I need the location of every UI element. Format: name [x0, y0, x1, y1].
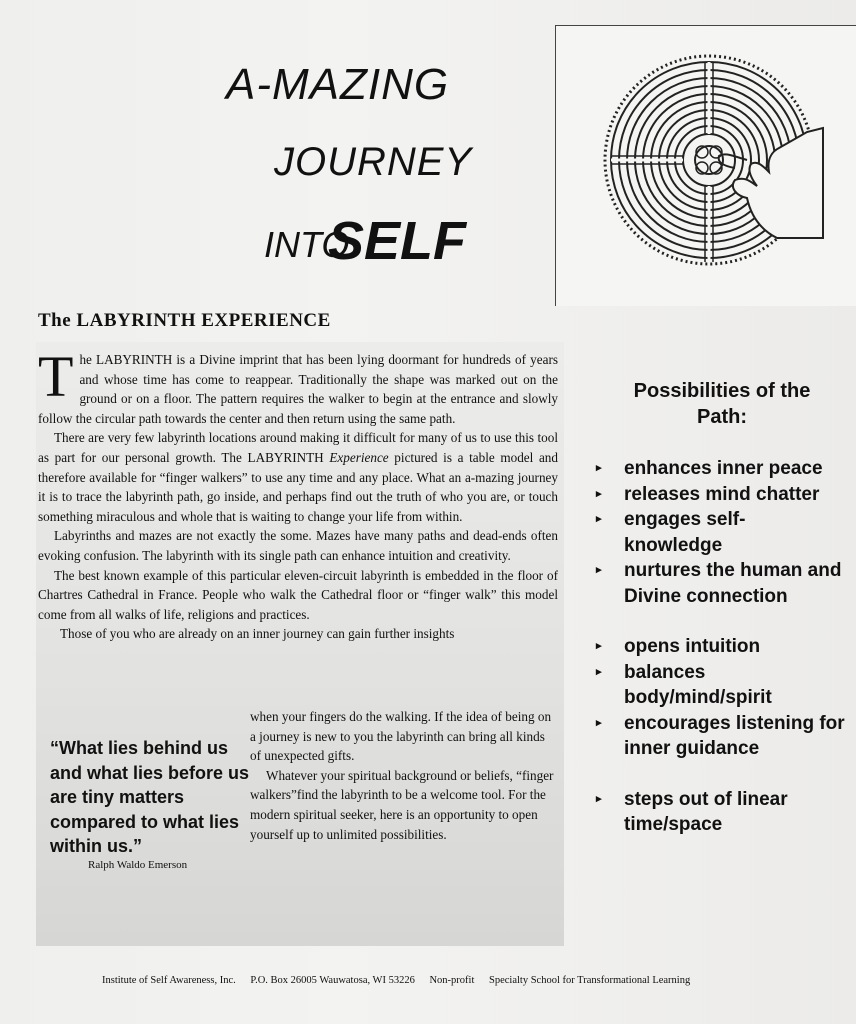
- bullet-icon: ▸: [596, 792, 602, 805]
- possibilities-title: Possibilities of the Path:: [633, 380, 811, 428]
- list-item: ▸ engages self-knowledge: [596, 509, 746, 556]
- title-line-1: A-MAZING: [226, 60, 450, 109]
- list-item: ▸ enhances inner peace: [596, 456, 856, 482]
- quote-author: Ralph Waldo Emerson: [88, 859, 188, 871]
- column-paragraph-2: Whatever your spiritual background or beliefs, “finger walkers”find the labyrinth to be a welcome tool. For the modern spiritual seeker, here is an opportunity to open yourself up to unlimited possibilities.: [250, 767, 554, 842]
- list-item: ▸ opens intuition: [596, 634, 856, 660]
- footer-tagline: Specialty School for Transformational Learning: [489, 975, 691, 986]
- footer-address: P.O. Box 26005 Wauwatosa, WI 53226: [250, 975, 415, 986]
- list-item: ▸ releases mind chatter: [596, 482, 856, 508]
- title-line-3-big: SELF: [328, 211, 467, 271]
- bullet-icon: ▸: [596, 564, 602, 576]
- paragraph-1: The LABYRINTH is a Divine imprint that has been lying doormant for hundreds of years and whose time has come to reappear. Traditionally the shape was marked out on the ground or on a floor. The pattern requires the walker to begin at the entrance and slowly follow the circular path towards the center and then return using the same path.: [38, 344, 558, 426]
- title-line-3-small: INTO: [264, 224, 350, 265]
- possibilities-list: [596, 456, 856, 838]
- title-line-2: JOURNEY: [274, 140, 473, 184]
- bullet-icon: ▸: [596, 462, 602, 474]
- list-item: ▸ balances body/mind/spirit: [596, 661, 772, 708]
- article-body: [38, 344, 558, 644]
- paragraph-3: Labyrinths and mazes are not exactly the some. Mazes have many paths and dead-ends often evoking confusion. The labyrinth with its single path can enhance intuition and creativity.: [38, 528, 558, 563]
- paragraph-5: Those of you who are already on an inner journey can gain further insights: [60, 626, 455, 642]
- bullet-icon: ▸: [596, 487, 602, 500]
- paragraph-2: There are very few labyrinth locations around making it difficult for many of us to use this tool as part for our personal growth. The LABYRINTH Experience pictured is a table model and therefore available for “finger walkers” to use any time and any place. What an a-mazing journey it is to trace the labyrinth path, go inside, and perhaps find out the truth of who you are, or touch something miraculous and whole that is waiting to change your life from within.: [38, 430, 558, 524]
- footer-org: Institute of Self Awareness, Inc.: [102, 975, 236, 986]
- article-column-2: [250, 707, 556, 844]
- list-item: ▸ steps out of linear time/space: [596, 788, 788, 835]
- drop-cap: T: [38, 344, 74, 409]
- column-paragraph-1: when your fingers do the walking. If the idea of being on a journey is new to you the labyrinth can bring all kinds of unexpected gifts.: [250, 709, 552, 764]
- section-heading: The LABYRINTH EXPERIENCE: [38, 310, 331, 331]
- labyrinth-hand-icon: [601, 48, 831, 278]
- bullet-icon: ▸: [596, 665, 602, 678]
- list-item: ▸ encourages listening for inner guidance: [596, 712, 845, 759]
- bullet-icon: ▸: [596, 513, 602, 525]
- footer-status: Non-profit: [429, 975, 475, 986]
- paragraph-4: The best known example of this particular eleven-circuit labyrinth is embedded in the floor of Chartres Cathedral in France. People who walk the Cathedral floor or “finger walk” this model come from all walks of life, religions and practices.: [38, 567, 558, 622]
- footer: [102, 975, 702, 986]
- bullet-icon: ▸: [596, 640, 602, 652]
- labyrinth-image-box: [555, 25, 856, 306]
- pull-quote: “What lies behind us and what lies before us are tiny matters compared to what lies within us.”: [50, 738, 250, 856]
- list-item: ▸ nurtures the human and Divine connection: [596, 560, 842, 607]
- bullet-icon: ▸: [596, 716, 602, 729]
